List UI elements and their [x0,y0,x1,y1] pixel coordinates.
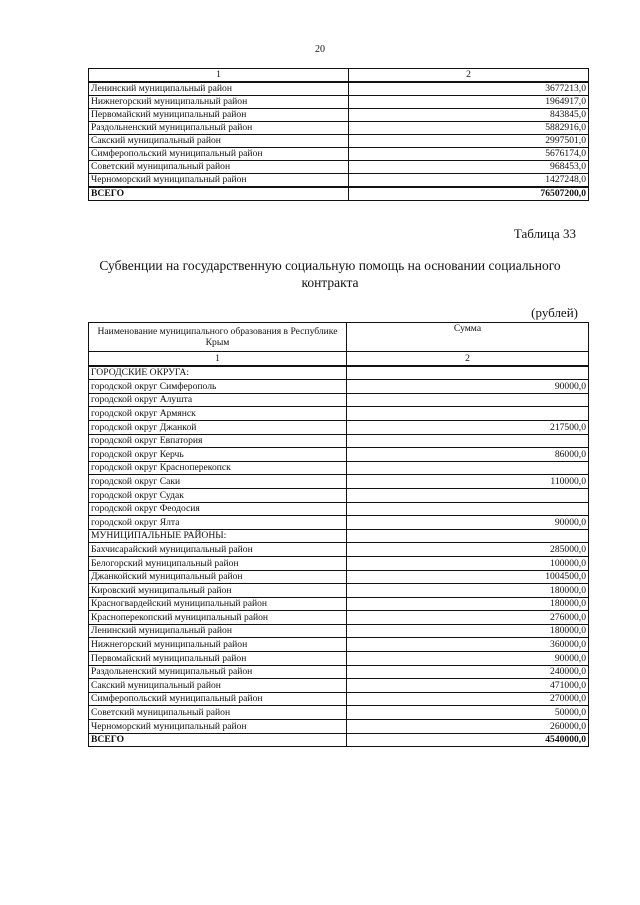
row-value-cell: 276000,0 [347,611,589,625]
row-value-cell: 471000,0 [347,679,589,693]
table-total-row [89,187,589,201]
table-row [89,652,589,666]
row-name-cell: Советский муниципальный район [89,161,349,174]
row-value-cell: 50000,0 [347,706,589,720]
row-name-cell: Сакский муниципальный район [89,135,349,148]
table-title: Субвенции на государственную социальную помощь на основании социального контракта [99,258,561,290]
table-total-row [89,733,589,747]
row-name-cell: Белогорский муниципальный район [89,556,347,570]
table-row [89,393,589,407]
row-name-cell: Джанкойский муниципальный район [89,570,347,584]
table-row [89,543,589,557]
subvention-table [88,322,589,747]
row-name-cell: Симферопольский муниципальный район [89,148,349,161]
index-cell-1: 1 [89,69,349,83]
row-value-cell: 86000,0 [347,448,589,462]
row-name-cell: городской округ Судак [89,488,347,502]
table-row [89,665,589,679]
row-value-cell: 240000,0 [347,665,589,679]
index-cell-1: 1 [89,352,347,366]
row-name-cell: городской округ Алушта [89,393,347,407]
header-sum-column: Сумма [347,323,589,352]
row-name-cell: городской округ Ялта [89,516,347,530]
header-name-column: Наименование муниципального образования в Республике Крым [89,323,347,352]
row-value-cell: 217500,0 [347,420,589,434]
table-continuation [88,68,589,201]
row-name-cell: МУНИЦИПАЛЬНЫЕ РАЙОНЫ: [89,529,347,543]
row-name-cell: городской округ Саки [89,475,347,489]
row-value-cell: 90000,0 [347,380,589,394]
total-value-cell: 76507200,0 [349,187,589,201]
table-row [89,529,589,543]
row-value-cell: 285000,0 [347,543,589,557]
row-value-cell [347,393,589,407]
row-name-cell: городской округ Евпатория [89,434,347,448]
table-row [89,516,589,530]
table-row [89,148,589,161]
table-row [89,624,589,638]
table-row [89,720,589,734]
row-value-cell: 5676174,0 [349,148,589,161]
total-value-cell: 4540000,0 [347,733,589,747]
row-name-cell: Бахчисарайский муниципальный район [89,543,347,557]
row-value-cell: 5882916,0 [349,122,589,135]
table-row [89,122,589,135]
row-value-cell: 3677213,0 [349,82,589,96]
row-value-cell [347,502,589,516]
row-name-cell: Ленинский муниципальный район [89,624,347,638]
row-name-cell: Симферопольский муниципальный район [89,692,347,706]
table-row [89,161,589,174]
row-name-cell: Первомайский муниципальный район [89,109,349,122]
row-name-cell: городской округ Джанкой [89,420,347,434]
row-name-cell: ГОРОДСКИЕ ОКРУГА: [89,366,347,380]
table-row [89,638,589,652]
table-row [89,679,589,693]
index-cell-2: 2 [347,352,589,366]
row-value-cell: 90000,0 [347,652,589,666]
table-row [89,488,589,502]
table-row [89,502,589,516]
table-row [89,82,589,96]
table-row [89,692,589,706]
total-label-cell: ВСЕГО [89,733,347,747]
table-row [89,611,589,625]
row-name-cell: Раздольненский муниципальный район [89,665,347,679]
unit-label: (рублей) [531,305,578,320]
row-value-cell [347,366,589,380]
row-name-cell: Красногвардейский муниципальный район [89,597,347,611]
table-row [89,706,589,720]
row-value-cell [347,529,589,543]
table-row [89,475,589,489]
table-row [89,420,589,434]
page-number: 20 [315,44,325,55]
table-row [89,96,589,109]
row-value-cell: 90000,0 [347,516,589,530]
row-value-cell: 180000,0 [347,584,589,598]
row-name-cell: городской округ Феодосия [89,502,347,516]
table-row [89,135,589,148]
row-name-cell: Нижнегорский муниципальный район [89,638,347,652]
row-value-cell: 110000,0 [347,475,589,489]
row-name-cell: городской округ Армянск [89,407,347,421]
row-name-cell: Черноморский муниципальный район [89,720,347,734]
table-row [89,556,589,570]
table-row [89,434,589,448]
row-value-cell: 100000,0 [347,556,589,570]
table-row [89,366,589,380]
row-name-cell: городской округ Симферополь [89,380,347,394]
table-row [89,380,589,394]
row-value-cell: 180000,0 [347,597,589,611]
table-row [89,461,589,475]
row-value-cell: 1004500,0 [347,570,589,584]
row-name-cell: Ленинский муниципальный район [89,82,349,96]
table-row [89,174,589,188]
table-row [89,407,589,421]
row-value-cell [347,407,589,421]
table-index-row [89,352,589,366]
row-value-cell: 270000,0 [347,692,589,706]
row-name-cell: Сакский муниципальный район [89,679,347,693]
row-name-cell: Красноперекопский муниципальный район [89,611,347,625]
table-row [89,584,589,598]
row-value-cell: 180000,0 [347,624,589,638]
table-index-row [89,69,589,83]
table-label: Таблица 33 [513,226,576,241]
row-value-cell [347,434,589,448]
index-cell-2: 2 [349,69,589,83]
row-value-cell: 1964917,0 [349,96,589,109]
row-name-cell: Первомайский муниципальный район [89,652,347,666]
row-name-cell: городской округ Красноперекопск [89,461,347,475]
total-label-cell: ВСЕГО [89,187,349,201]
row-value-cell: 260000,0 [347,720,589,734]
row-name-cell: Нижнегорский муниципальный район [89,96,349,109]
table-header-row [89,323,589,352]
table-row [89,597,589,611]
row-name-cell: Кировский муниципальный район [89,584,347,598]
row-value-cell: 2997501,0 [349,135,589,148]
table-row [89,570,589,584]
row-value-cell: 843845,0 [349,109,589,122]
row-name-cell: Черноморский муниципальный район [89,174,349,188]
row-value-cell: 968453,0 [349,161,589,174]
row-value-cell [347,488,589,502]
table-row [89,109,589,122]
row-value-cell: 360000,0 [347,638,589,652]
row-name-cell: Раздольненский муниципальный район [89,122,349,135]
table-row [89,448,589,462]
row-name-cell: городской округ Керчь [89,448,347,462]
row-value-cell [347,461,589,475]
row-value-cell: 1427248,0 [349,174,589,188]
row-name-cell: Советский муниципальный район [89,706,347,720]
